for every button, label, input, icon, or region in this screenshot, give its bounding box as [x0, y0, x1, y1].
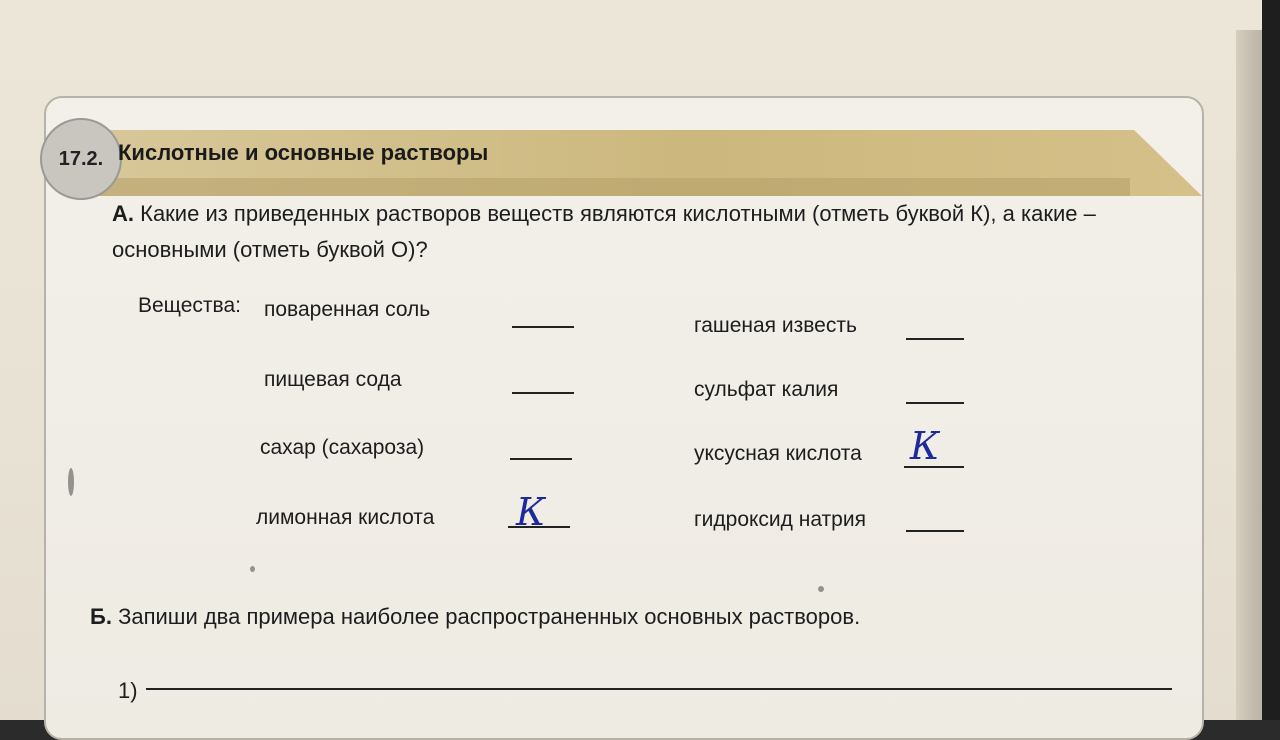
title-bar-shadow	[70, 178, 1130, 196]
substance-left-2: пищевая сода	[264, 368, 402, 391]
ink-smudge	[68, 468, 74, 496]
ink-dot	[250, 566, 255, 572]
ink-dot	[818, 586, 824, 592]
section-number: 17.2.	[58, 147, 104, 170]
substance-left-3: сахар (сахароза)	[260, 436, 425, 459]
question-b-text: Запиши два примера наиболее распространенных основных растворов.	[118, 604, 861, 629]
section-number-badge	[40, 118, 122, 200]
answer-blank-left-2[interactable]	[512, 392, 574, 394]
answer-blank-right-2[interactable]	[906, 402, 964, 404]
substance-left-4: лимонная кислота	[256, 506, 435, 529]
substance-left-1: поваренная соль	[264, 298, 431, 321]
handwritten-answer-left-4: К	[516, 490, 546, 534]
book-edge	[1236, 30, 1262, 720]
answer-blank-right-4[interactable]	[906, 530, 964, 532]
question-a-letter: А.	[112, 201, 134, 226]
question-b-letter: Б.	[90, 604, 112, 629]
answer-blank-left-3[interactable]	[510, 458, 572, 460]
question-b	[90, 604, 860, 630]
answer-blank-left-1[interactable]	[512, 326, 574, 328]
answer-line-1-number: 1)	[118, 678, 138, 703]
substance-right-2: сульфат калия	[694, 378, 839, 401]
substance-right-3: уксусная кислота	[694, 442, 862, 465]
handwritten-answer-right-3: К	[910, 424, 940, 468]
question-a	[112, 196, 1182, 268]
answer-blank-right-1[interactable]	[906, 338, 964, 340]
substance-right-4: гидроксид натрия	[694, 508, 866, 531]
answer-line-1[interactable]	[146, 688, 1172, 690]
substance-right-1: гашеная известь	[694, 314, 857, 337]
section-title: Кислотные и основные растворы	[118, 140, 489, 165]
question-a-text-line2: основными (отметь буквой О)?	[112, 237, 428, 262]
substances-label: Вещества:	[138, 294, 241, 317]
question-a-text-line1: Какие из приведенных растворов веществ являются кислотными (отметь буквой К), а какие –	[140, 201, 1096, 226]
